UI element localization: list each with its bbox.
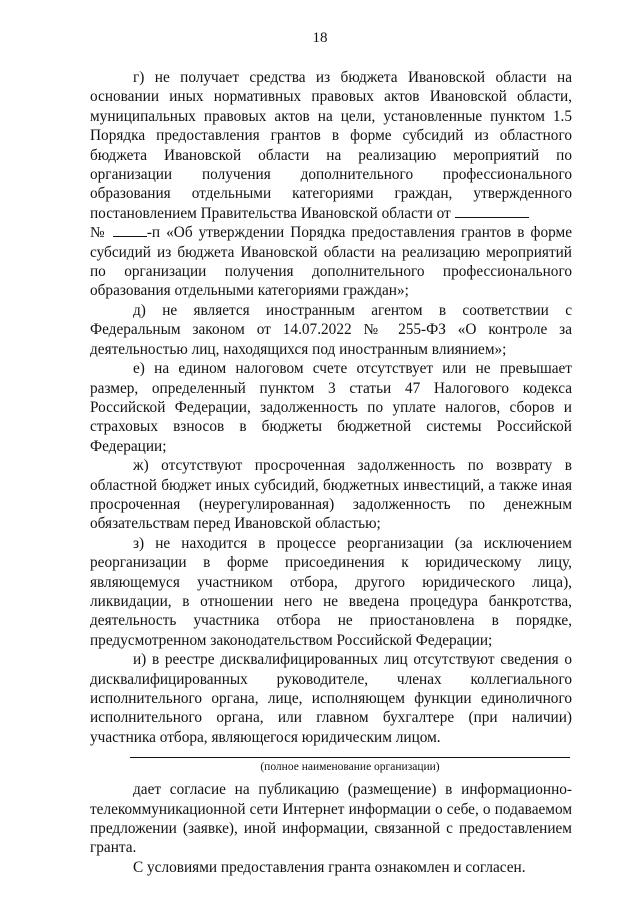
date-blank (455, 205, 529, 218)
consent-paragraph: дает согласие на публикацию (размещение) в информационно-телекоммуникационной сети Интернет информации о себе, о подаваемом предложении (заявке), иной информации, связанной с предоставлением гранта. (90, 781, 572, 857)
organization-name-line (130, 757, 570, 758)
paragraph-d: д) не является иностранным агентом в соответствии с Федеральным законом от 14.07.2022 № 255-ФЗ «О контроле за деятельностью лиц, находящихся под иностранным влиянием»; (90, 301, 572, 358)
closing-paragraph: С условиями предоставления гранта ознакомлен и согласен. (133, 858, 526, 876)
page-number: 18 (312, 30, 328, 46)
paragraph-g-text: г) не получает средства из бюджета Ивановской области на основании иных нормативных правовых актов Ивановской области, муниципальных правовых актов на цели, установленные пунктом 1.5 Порядка предоставления грантов в форме субсидий из областного бюджета Ивановской области на реализацию мероприятий по организации получения дополнительного профессионального образования отдельными категориями граждан, утвержденного постановлением Правительства Ивановской области от (90, 69, 572, 222)
paragraph-g-continuation: -п «Об утверждении Порядка предоставления грантов в форме субсидий из бюджета Ивановской области на реализацию мероприятий по организации получения дополнительного профессионального образования отдельными категориями граждан»; (90, 224, 572, 300)
paragraph-z: з) не находится в процессе реорганизации (за исключением реорганизации в форме присоединения к юридическому лицу, являющемуся участником отбора, другого юридического лица), ликвидации, в отношении него не введена процедура банкротства, деятельность участника отбора не приостановлена в порядке, предусмотренном законодательством Российской Федерации; (90, 534, 572, 649)
paragraph-e: е) на едином налоговом счете отсутствует или не превышает размер, определенный пунктом 3 статьи 47 Налогового кодекса Российской Федерации, задолженность по уплате налогов, сборов и страховых взносов в бюджеты бюджетной системы Российской Федерации; (90, 360, 572, 455)
paragraph-g (90, 68, 572, 301)
document-body (90, 68, 572, 877)
number-sign: № (90, 224, 107, 242)
number-blank (113, 224, 147, 237)
organization-name-caption: (полное наименование организации) (260, 761, 440, 774)
paragraph-i: и) в реестре дисквалифицированных лиц отсутствуют сведения о дисквалифицированных руководителе, членах коллегиального исполнительного органа, лице, исполняющем функции единоличного исполнительного органа, или главном бухгалтере (при наличии) участника отбора, являющегося юридическим лицом. (90, 651, 572, 746)
paragraph-zh: ж) отсутствуют просроченная задолженность по возврату в областной бюджет иных субсидий, бюджетных инвестиций, а также иная просроченная (неурегулированная) задолженность по денежным обязательствам перед Ивановской областью; (90, 457, 572, 533)
